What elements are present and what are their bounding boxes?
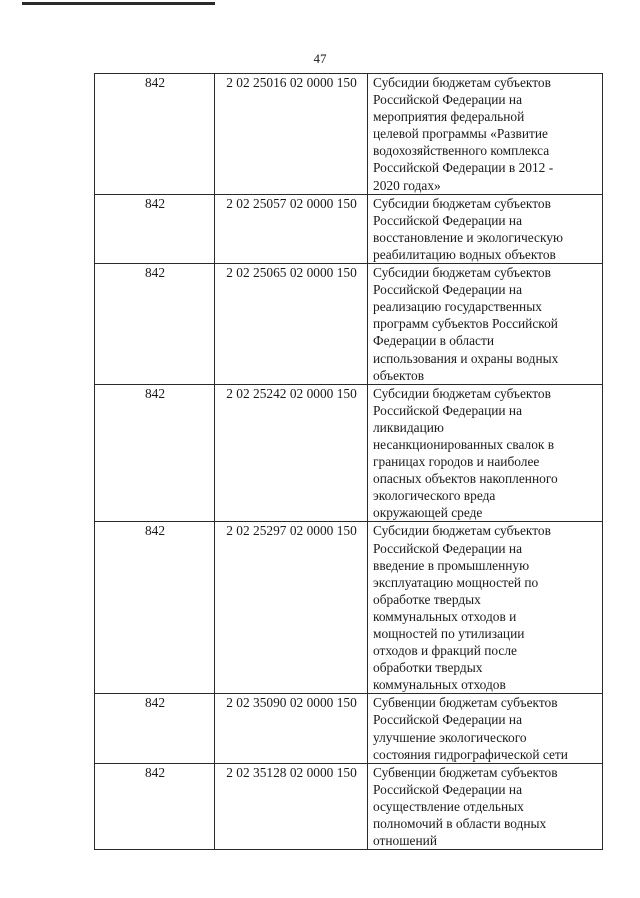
admin-code-cell: 842 (95, 74, 215, 195)
admin-code-cell: 842 (95, 194, 215, 263)
table-row (95, 522, 603, 694)
budget-code-cell: 2 02 35090 02 0000 150 (215, 694, 368, 763)
table-row (95, 384, 603, 522)
income-name-cell: Субвенции бюджетам субъектов Российской Федерации на осуществление отдельных полномочий в области водных отношений (368, 763, 603, 849)
income-name-cell: Субсидии бюджетам субъектов Российской Федерации на восстановление и экологическую реабилитацию водных объектов (368, 194, 603, 263)
page-number: 47 (313, 51, 327, 66)
budget-code-cell: 2 02 25065 02 0000 150 (215, 264, 368, 385)
table-row (95, 694, 603, 763)
budget-code-cell: 2 02 35128 02 0000 150 (215, 763, 368, 849)
admin-code-cell: 842 (95, 763, 215, 849)
income-name-cell: Субсидии бюджетам субъектов Российской Федерации на введение в промышленную эксплуатацию мощностей по обработке твердых коммунальных отходов и мощностей по утилизации отходов и фракций после обработки твердых коммунальных отходов (368, 522, 603, 694)
budget-code-cell: 2 02 25016 02 0000 150 (215, 74, 368, 195)
budget-codes-table (94, 73, 603, 850)
table-row (95, 763, 603, 849)
budget-code-cell: 2 02 25057 02 0000 150 (215, 194, 368, 263)
admin-code-cell: 842 (95, 522, 215, 694)
income-name-cell: Субсидии бюджетам субъектов Российской Федерации на реализацию государственных программ субъектов Российской Федерации в области использования и охраны водных объектов (368, 264, 603, 385)
budget-code-cell: 2 02 25297 02 0000 150 (215, 522, 368, 694)
admin-code-cell: 842 (95, 384, 215, 522)
table-row (95, 264, 603, 385)
table-row (95, 74, 603, 195)
admin-code-cell: 842 (95, 694, 215, 763)
budget-code-cell: 2 02 25242 02 0000 150 (215, 384, 368, 522)
income-name-cell: Субсидии бюджетам субъектов Российской Федерации на мероприятия федеральной целевой программы «Развитие водохозяйственного комплекса Российской Федерации в 2012 - 2020 годах» (368, 74, 603, 195)
income-name-cell: Субсидии бюджетам субъектов Российской Федерации на ликвидацию несанкционированных свалок в границах городов и наиболее опасных объектов накопленного экологического вреда окружающей среде (368, 384, 603, 522)
top-rule (22, 2, 215, 5)
table-row (95, 194, 603, 263)
admin-code-cell: 842 (95, 264, 215, 385)
income-name-cell: Субвенции бюджетам субъектов Российской Федерации на улучшение экологического состояния гидрографической сети (368, 694, 603, 763)
